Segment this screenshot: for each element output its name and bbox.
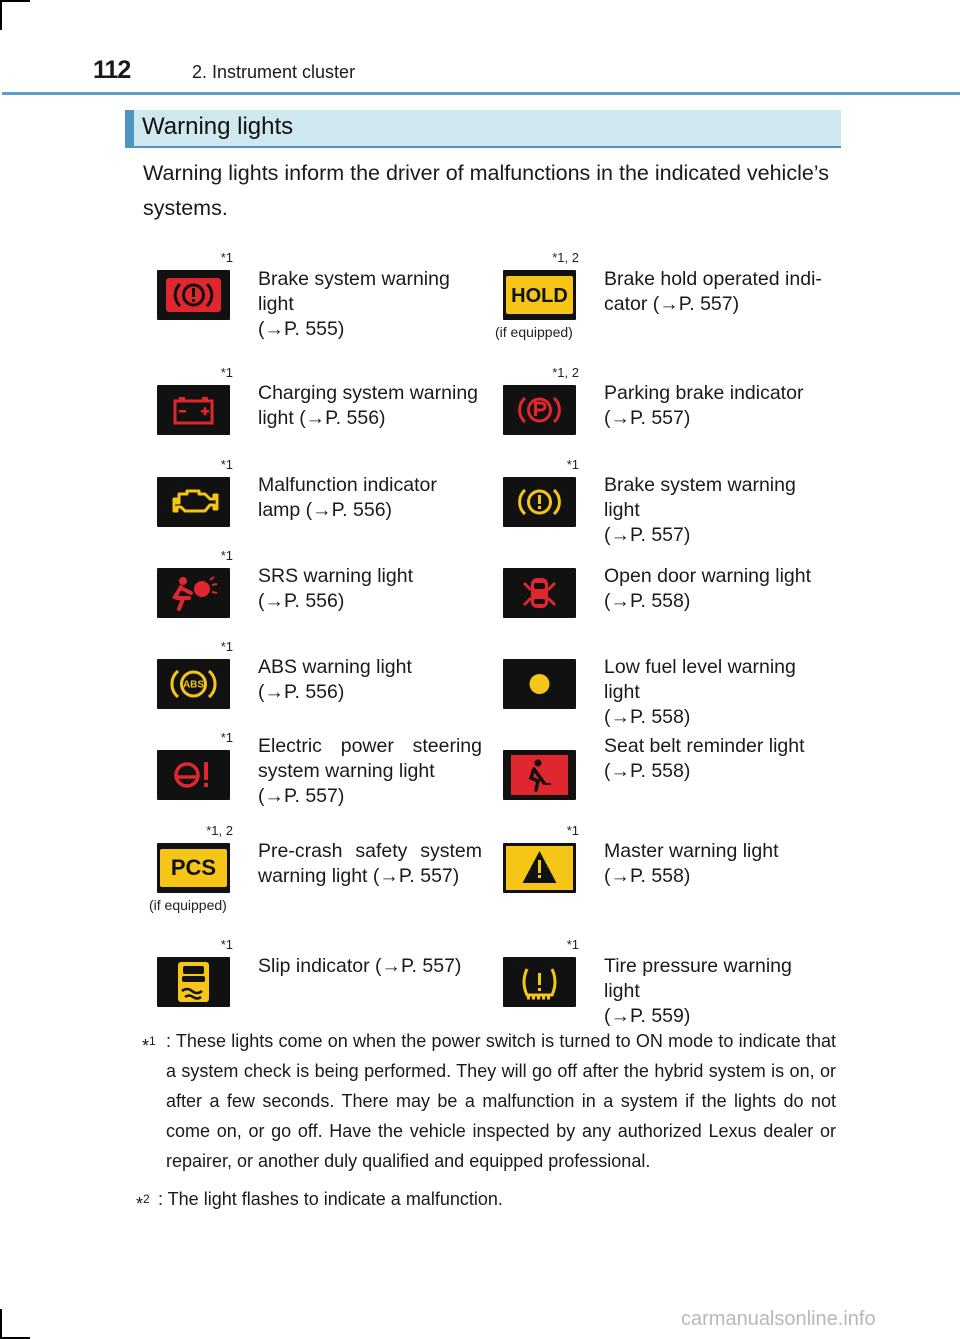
- description-line: (→P. 558): [604, 590, 691, 612]
- light-description: [604, 564, 828, 614]
- footnote-reference: *1, 2: [552, 365, 579, 380]
- section-header: [125, 110, 841, 148]
- footnote-marker: *$^1$: [142, 1034, 156, 1056]
- icon-label: HOLD: [511, 285, 568, 307]
- description-line: Charging system warning: [258, 382, 479, 404]
- light-description: [258, 734, 482, 809]
- section-title: Warning lights: [142, 113, 294, 140]
- light-description: [604, 473, 828, 548]
- light-description: [258, 655, 482, 705]
- description-line: ABS warning light: [258, 656, 412, 678]
- description-line: SRS warning light: [258, 565, 413, 587]
- description-line: (→P. 557): [604, 407, 691, 429]
- abs-icon: [157, 659, 230, 709]
- description-line: (→P. 555): [258, 318, 345, 340]
- light-description: [604, 655, 828, 730]
- description-line: Electric power steering: [258, 735, 482, 757]
- description-line: (→P. 559): [604, 1005, 691, 1027]
- icon-label: PCS: [170, 855, 217, 880]
- description-line: Slip indicator (→P. 557): [258, 955, 462, 977]
- low-fuel-icon: [503, 659, 576, 709]
- footnote-reference: *1: [566, 823, 579, 838]
- description-line: system warning light: [258, 760, 435, 782]
- footnote-marker: *$^2$: [136, 1192, 150, 1214]
- footnote-reference: *1, 2: [552, 250, 579, 265]
- footnote-reference: *1: [566, 457, 579, 472]
- footnote-1: [142, 1026, 836, 1176]
- description-line: (→P. 556): [258, 590, 345, 612]
- description-line: Malfunction indicator: [258, 474, 437, 496]
- footnote-reference: *1: [566, 937, 579, 952]
- description-line: (→P. 558): [604, 760, 691, 782]
- srs-airbag-icon: [157, 568, 230, 618]
- pcs-icon: [157, 843, 230, 893]
- footnote-reference: *1: [220, 250, 233, 265]
- description-line: Seat belt reminder light: [604, 735, 805, 757]
- footnote-text: : These lights come on when the power switch is turned to ON mode to indicate that a system check is being performed. They will go off after the hybrid system is on, or after a few seconds. There may be a malfunction in a system if the lights do not come on, or go off. Have the vehicle inspected by any authorized Lexus dealer or repairer, or another duly qualified and equipped professional.: [166, 1031, 836, 1171]
- slip-indicator-icon: [157, 957, 230, 1007]
- brake-system-warning-icon: [157, 270, 230, 320]
- description-line: Pre-crash safety system: [258, 840, 482, 862]
- light-description: [258, 839, 482, 889]
- header-rule: [2, 92, 960, 95]
- light-description: [258, 381, 482, 431]
- crop-mark: [0, 0, 2, 30]
- light-description: [604, 734, 828, 784]
- description-line: Open door warning light: [604, 565, 812, 587]
- light-description: [258, 267, 482, 342]
- description-line: Brake system warning light: [258, 268, 450, 315]
- description-line: (→P. 558): [604, 706, 691, 728]
- page-number: 112: [93, 56, 131, 84]
- tire-pressure-icon: [503, 957, 576, 1007]
- light-description: [604, 381, 828, 431]
- if-equipped-note: (if equipped): [495, 324, 573, 340]
- crop-mark: [0, 1309, 2, 1339]
- light-description: [258, 473, 482, 523]
- open-door-icon: [503, 568, 576, 618]
- description-line: light (→P. 556): [258, 407, 386, 429]
- footnote-text: : The light flashes to indicate a malfunction.: [158, 1189, 503, 1209]
- if-equipped-note: (if equipped): [149, 897, 227, 913]
- engine-icon: [157, 477, 230, 527]
- battery-icon: [157, 385, 230, 435]
- description-line: warning light (→P. 557): [258, 865, 460, 887]
- light-description: [258, 954, 482, 979]
- footnote-reference: *1: [220, 639, 233, 654]
- footnote-reference: *1: [220, 730, 233, 745]
- parking-brake-icon: [503, 385, 576, 435]
- description-line: Parking brake indicator: [604, 382, 804, 404]
- description-line: lamp (→P. 556): [258, 499, 393, 521]
- watermark: carmanualsonline.info: [681, 1308, 876, 1330]
- description-line: (→P. 557): [604, 524, 691, 546]
- footnote-reference: *1: [220, 548, 233, 563]
- hold-icon: [503, 270, 576, 320]
- description-line: (→P. 558): [604, 865, 691, 887]
- footnote-reference: *1, 2: [206, 823, 233, 838]
- master-warning-icon: [503, 843, 576, 893]
- light-description: [604, 267, 828, 317]
- footnote-reference: *1: [220, 937, 233, 952]
- seat-belt-icon: [503, 750, 576, 800]
- footnote-reference: *1: [220, 457, 233, 472]
- intro-text: Warning lights inform the driver of malfunctions in the indicated vehicle’s systems.: [143, 161, 829, 220]
- footnote-2: [136, 1184, 836, 1216]
- crop-mark: [0, 0, 30, 2]
- brake-system-amber-icon: [503, 477, 576, 527]
- chapter-title: 2. Instrument cluster: [192, 62, 356, 82]
- light-description: [604, 954, 828, 1029]
- light-description: [604, 839, 828, 889]
- description-line: Master warning light: [604, 840, 779, 862]
- description-line: Brake system warning light: [604, 474, 796, 521]
- light-description: [258, 564, 482, 614]
- description-line: Low fuel level warning light: [604, 656, 796, 703]
- description-line: Brake hold operated indi-: [604, 268, 822, 290]
- description-line: Tire pressure warning light: [604, 955, 792, 1002]
- icon-label: ABS: [182, 679, 205, 691]
- description-line: (→P. 557): [258, 785, 345, 807]
- description-line: (→P. 556): [258, 681, 345, 703]
- footnote-reference: *1: [220, 365, 233, 380]
- description-line: cator (→P. 557): [604, 293, 740, 315]
- power-steering-icon: [157, 750, 230, 800]
